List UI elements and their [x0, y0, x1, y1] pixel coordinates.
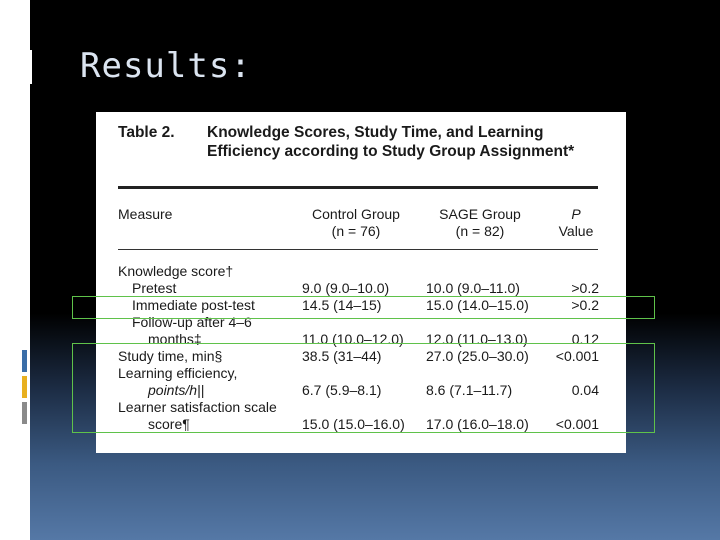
row-p-value: >0.2: [571, 297, 599, 313]
row-p-value: >0.2: [571, 280, 599, 296]
slide-title: Results:: [80, 46, 252, 86]
row-measure: Follow-up after 4–6: [132, 314, 252, 330]
table-header-rule: [118, 249, 598, 250]
row-p-value: <0.001: [555, 348, 599, 364]
row-control-value: 15.0 (15.0–16.0): [302, 416, 405, 432]
header-p-value: [544, 206, 608, 240]
title-deco-bars: [15, 50, 35, 84]
row-sage-value: 12.0 (11.0–13.0): [426, 331, 528, 347]
header-p-line1: P: [571, 206, 581, 222]
table-caption-text: Knowledge Scores, Study Time, and Learning Efficiency according to Study Group Assignment*: [207, 124, 575, 160]
row-measure: score¶: [148, 416, 190, 432]
row-measure: Knowledge score†: [118, 263, 234, 279]
header-sage-group: [420, 206, 540, 240]
margin-accent-yellow: [22, 376, 27, 398]
row-measure: Immediate post-test: [132, 297, 255, 313]
row-measure: Learner satisfaction scale: [118, 399, 277, 415]
row-control-value: 9.0 (9.0–10.0): [302, 280, 390, 296]
row-control-value: 11.0 (10.0–12.0): [302, 331, 404, 347]
row-sage-value: 10.0 (9.0–11.0): [426, 280, 520, 296]
row-measure: months‡: [148, 331, 202, 347]
row-measure: points/h||: [148, 382, 205, 398]
row-p-value: <0.001: [555, 416, 599, 432]
margin-accent-gray: [22, 402, 27, 424]
row-measure: Pretest: [132, 280, 177, 296]
header-sage-name: SAGE Group: [439, 206, 521, 222]
highlight-box-post-test: [72, 296, 655, 319]
row-p-value: 0.04: [571, 382, 599, 398]
row-sage-value: 27.0 (25.0–30.0): [426, 348, 529, 364]
row-sage-value: 15.0 (14.0–15.0): [426, 297, 529, 313]
row-control-value: 38.5 (31–44): [302, 348, 382, 364]
table-label: Table 2.: [118, 124, 175, 141]
row-sage-value: 17.0 (16.0–18.0): [426, 416, 529, 432]
row-control-value: 14.5 (14–15): [302, 297, 382, 313]
header-control-name: Control Group: [312, 206, 400, 222]
table-row: [96, 280, 626, 297]
row-sage-value: 8.6 (7.1–11.7): [426, 382, 513, 398]
header-control-group: [296, 206, 416, 240]
row-measure: Learning efficiency,: [118, 365, 238, 381]
header-sage-n: (n = 82): [455, 223, 505, 239]
header-control-n: (n = 76): [331, 223, 381, 239]
table-row: [96, 263, 626, 280]
highlight-box-study-time: [72, 343, 655, 433]
margin-accent-blue: [22, 350, 27, 372]
row-measure: Study time, min§: [118, 348, 223, 364]
header-p-line2: Value: [558, 223, 594, 239]
row-p-value: 0.12: [571, 331, 599, 347]
header-measure: Measure: [118, 206, 173, 222]
row-control-value: 6.7 (5.9–8.1): [302, 382, 382, 398]
table-top-rule: [118, 186, 598, 189]
